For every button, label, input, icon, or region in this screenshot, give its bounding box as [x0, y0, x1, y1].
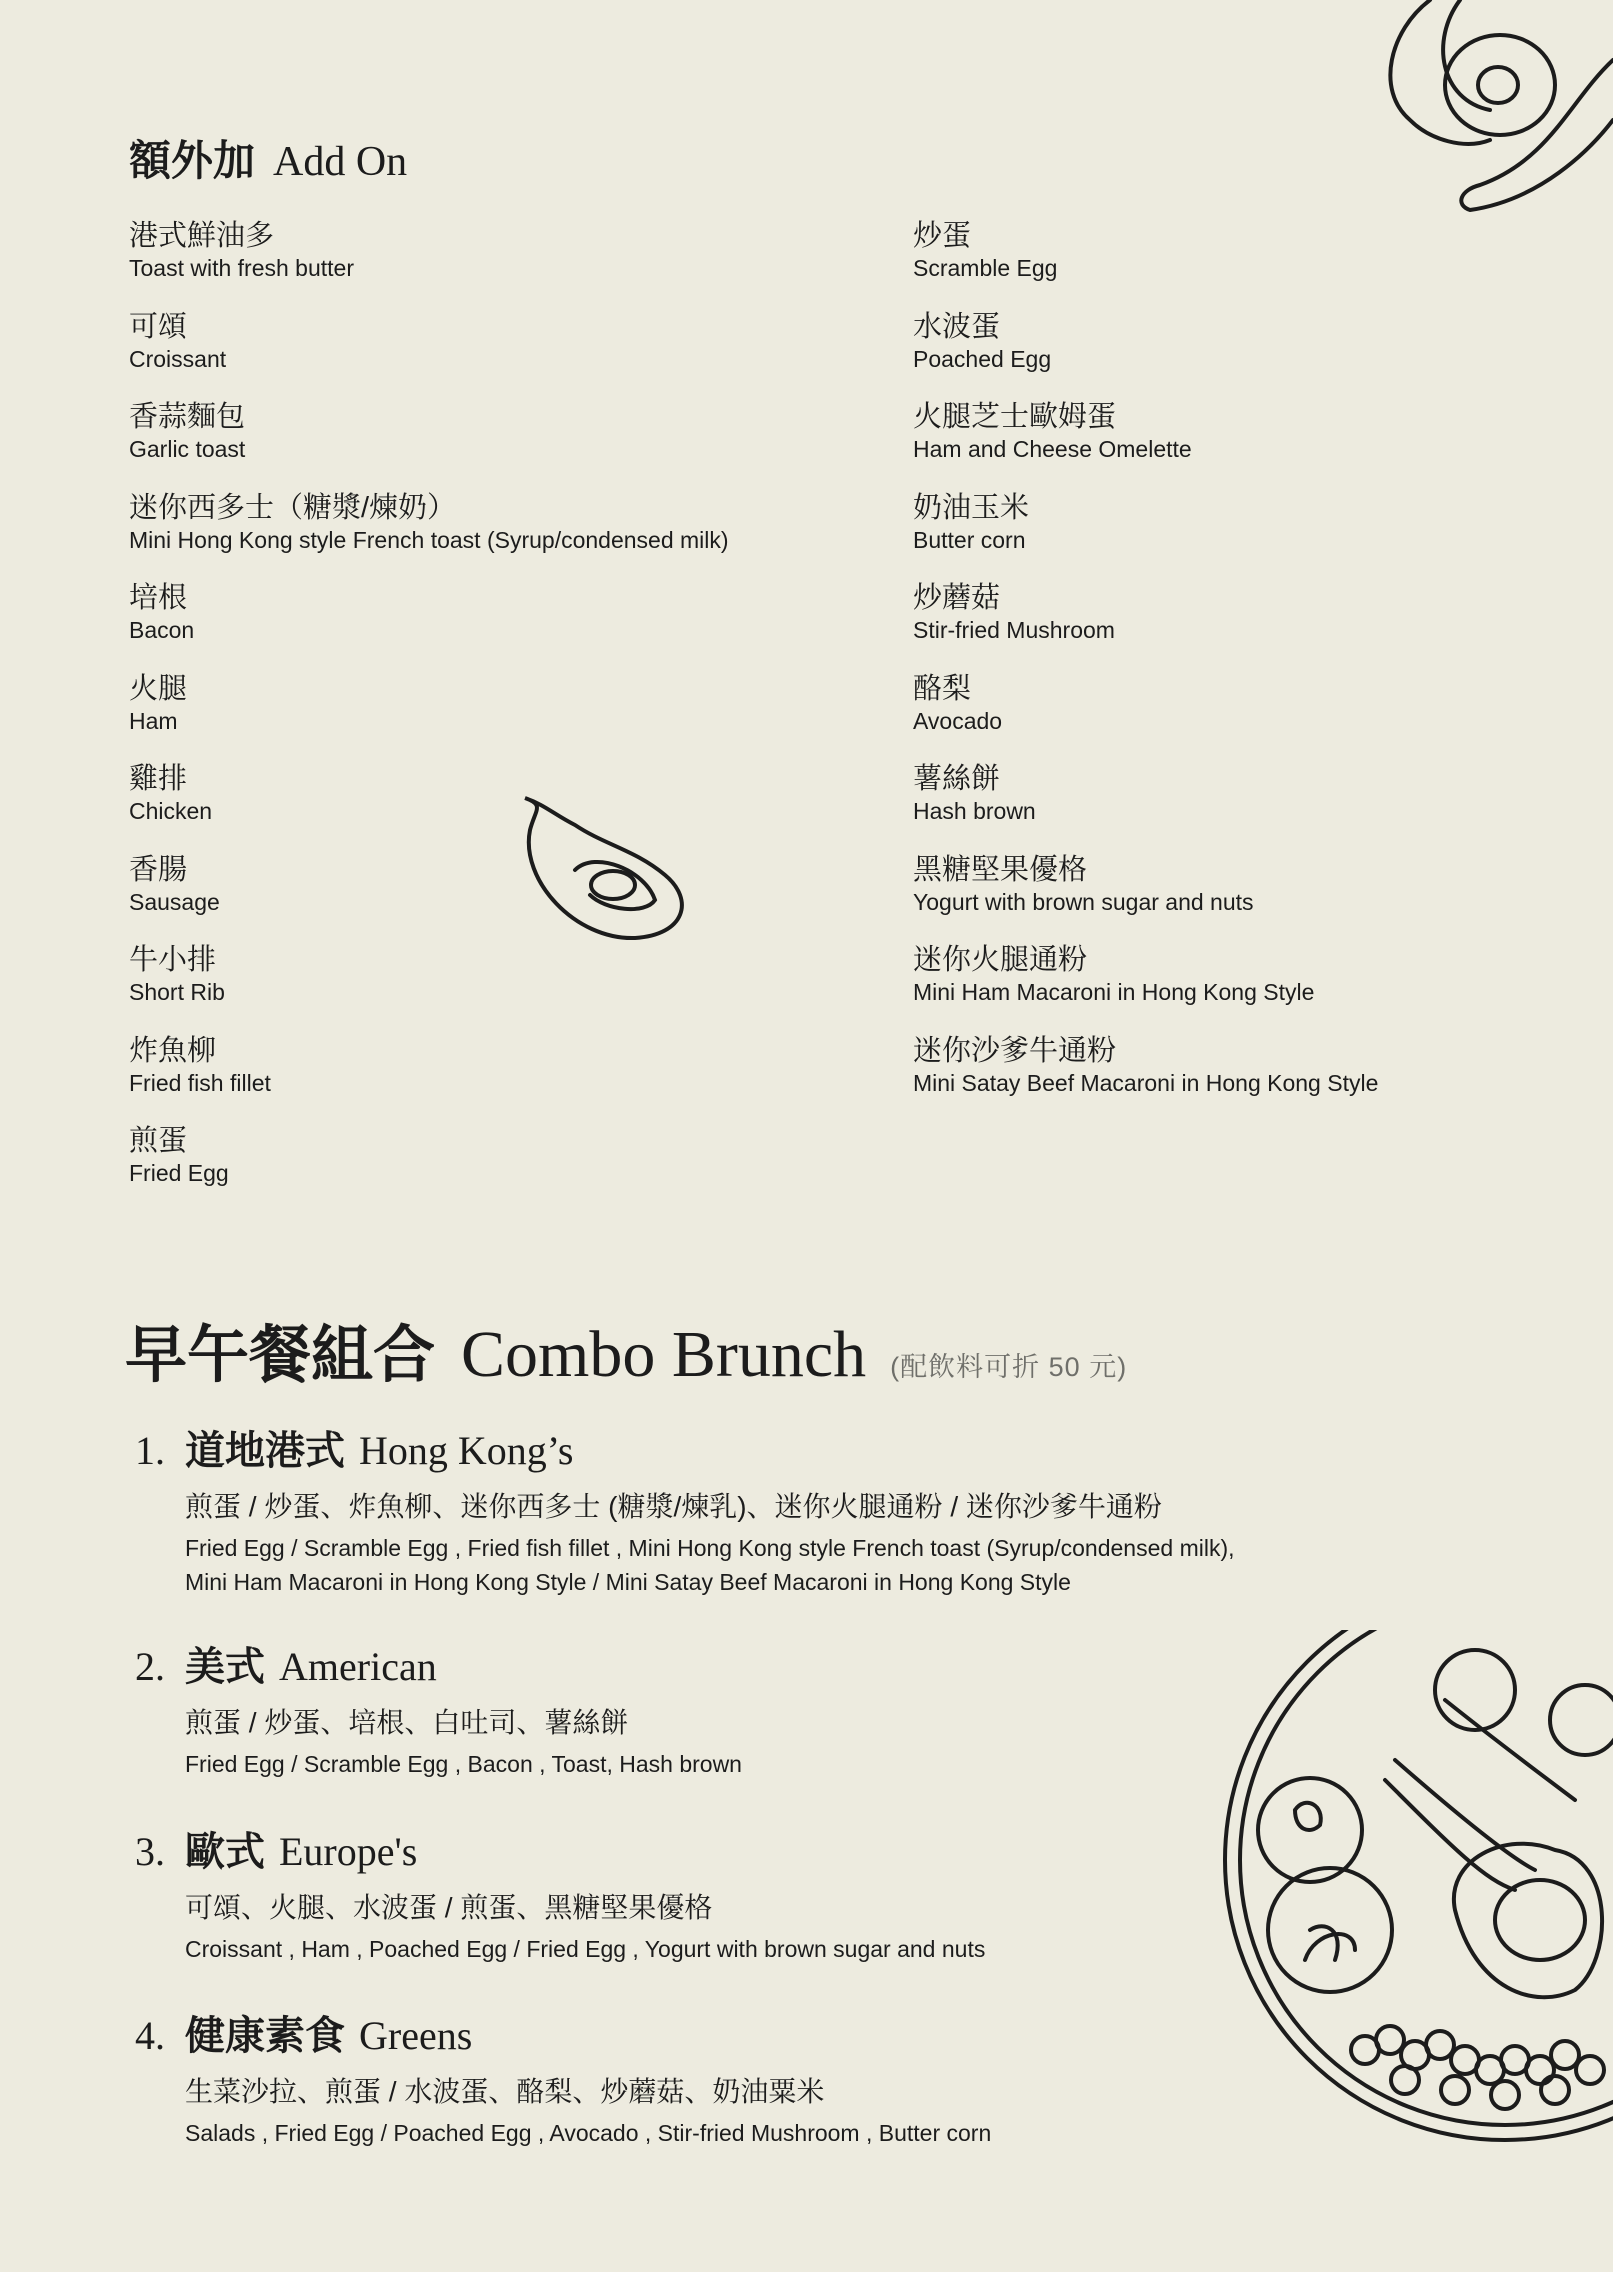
addon-menu-item — [913, 942, 1378, 1033]
item-name-cn: 煎蛋 — [129, 1125, 188, 1157]
addon-menu-item — [129, 671, 729, 762]
item-name-en: Yogurt with brown sugar and nuts — [913, 888, 1254, 915]
combo-section-title — [125, 1305, 1127, 1394]
item-name-en: Sausage — [129, 888, 220, 915]
addon-menu-item — [129, 761, 729, 852]
combo-set-items-en — [185, 2116, 991, 2150]
combo-set-items-en-line: Croissant , Ham , Poached Egg / Fried Egg , Yogurt with brown sugar and nuts — [185, 1936, 986, 1962]
combo-set-name-cn: 歐式 — [185, 1830, 265, 1874]
addon-menu-item — [129, 1123, 729, 1214]
item-name-cn: 培根 — [129, 582, 188, 614]
combo-set-items-cn: 煎蛋 / 炒蛋、炸魚柳、迷你西多士 (糖漿/煉乳)、迷你火腿通粉 / 迷你沙爹牛通粉 — [185, 1491, 1162, 1522]
addon-menu-item — [913, 309, 1378, 400]
addon-title-cn: 額外加 — [129, 137, 256, 184]
item-name-en: Fried fish fillet — [129, 1069, 271, 1096]
item-name-en: Chicken — [129, 798, 213, 824]
addon-menu-item — [913, 852, 1378, 943]
item-name-cn: 薯絲餅 — [913, 763, 1001, 795]
addon-menu-item — [129, 1033, 729, 1124]
item-name-cn: 可頌 — [129, 310, 188, 343]
item-name-cn: 牛小排 — [129, 944, 217, 976]
combo-set-heading — [135, 1425, 1235, 1477]
combo-set-heading — [135, 1641, 742, 1693]
item-name-cn: 港式鮮油多 — [129, 220, 275, 252]
combo-set-items-en-line: Salads , Fried Egg / Poached Egg , Avocado , Stir-fried Mushroom , Butter corn — [185, 2120, 992, 2146]
item-name-en: Short Rib — [129, 979, 225, 1005]
item-name-cn: 黑糖堅果優格 — [913, 853, 1088, 886]
addon-menu-item — [913, 399, 1378, 490]
item-name-en: Garlic toast — [129, 436, 246, 462]
combo-set-name-cn: 美式 — [185, 1645, 265, 1689]
combo-set-number: 1. — [135, 1428, 165, 1473]
item-name-en: Scramble Egg — [913, 255, 1058, 281]
combo-set-items-en-line: Fried Egg / Scramble Egg , Bacon , Toast, Hash brown — [185, 1751, 742, 1777]
item-name-cn: 迷你火腿通粉 — [913, 944, 1088, 976]
item-name-cn: 火腿芝士歐姆蛋 — [913, 401, 1117, 433]
combo-set — [135, 1425, 1235, 1599]
egg-sausage-illustration-icon — [1370, 0, 1613, 215]
combo-set-name-en: American — [279, 1644, 437, 1689]
item-name-cn: 香腸 — [129, 853, 188, 886]
combo-set-number: 2. — [135, 1644, 165, 1689]
item-name-en: Ham — [129, 707, 178, 734]
addon-menu-item — [129, 580, 729, 671]
addon-right-column — [913, 218, 1378, 1123]
combo-set-items-en — [185, 1747, 742, 1781]
item-name-en: Stir-fried Mushroom — [913, 617, 1115, 643]
combo-set-items-cn: 生菜沙拉、煎蛋 / 水波蛋、酪梨、炒蘑菇、奶油粟米 — [185, 2076, 825, 2107]
combo-set-heading — [135, 2010, 991, 2062]
combo-title-en: Combo Brunch — [461, 1318, 867, 1391]
item-name-en: Ham and Cheese Omelette — [913, 436, 1192, 462]
combo-set-items-en — [185, 1531, 1235, 1599]
combo-set-items-en-line: Fried Egg / Scramble Egg , Fried fish fillet , Mini Hong Kong style French toast (Syrup/condensed milk), — [185, 1535, 1235, 1561]
item-name-en: Bacon — [129, 617, 195, 643]
combo-set-name-en: Greens — [359, 2013, 473, 2058]
combo-set-heading — [135, 1826, 985, 1878]
combo-set-items-en-line: Mini Ham Macaroni in Hong Kong Style / Mini Satay Beef Macaroni in Hong Kong Style — [185, 1569, 1071, 1595]
item-name-en: Mini Ham Macaroni in Hong Kong Style — [913, 979, 1315, 1005]
combo-set-number: 3. — [135, 1829, 165, 1874]
item-name-en: Hash brown — [913, 798, 1036, 824]
combo-set-name-cn: 健康素食 — [185, 2014, 345, 2058]
item-name-cn: 香蒜麵包 — [129, 401, 246, 433]
addon-menu-item — [913, 761, 1378, 852]
addon-menu-item — [129, 309, 729, 400]
item-name-cn: 迷你西多士（糖漿/煉奶） — [129, 491, 457, 524]
addon-title-en: Add On — [273, 139, 408, 185]
combo-set — [135, 1641, 742, 1781]
item-name-cn: 迷你沙爹牛通粉 — [913, 1034, 1117, 1067]
breakfast-plate-illustration-icon — [1215, 1630, 1613, 2170]
item-name-en: Butter corn — [913, 526, 1026, 553]
addon-menu-item — [913, 1033, 1378, 1124]
item-name-en: Toast with fresh butter — [129, 255, 354, 281]
combo-set-number: 4. — [135, 2013, 165, 2058]
item-name-cn: 火腿 — [129, 672, 188, 705]
addon-left-column — [129, 218, 729, 1214]
item-name-cn: 奶油玉米 — [913, 491, 1030, 524]
item-name-en: Fried Egg — [129, 1160, 229, 1186]
item-name-cn: 雞排 — [129, 763, 188, 795]
addon-menu-item — [129, 942, 729, 1033]
item-name-en: Croissant — [129, 345, 227, 372]
item-name-cn: 炒蛋 — [913, 220, 972, 252]
item-name-en: Mini Satay Beef Macaroni in Hong Kong Style — [913, 1069, 1379, 1096]
addon-menu-item — [913, 218, 1378, 309]
item-name-en: Avocado — [913, 707, 1003, 734]
addon-menu-item — [129, 490, 729, 581]
combo-set-name-cn: 道地港式 — [185, 1429, 345, 1473]
combo-set-items-en — [185, 1932, 985, 1966]
combo-set-name-en: Hong Kong’s — [359, 1428, 574, 1473]
item-name-cn: 水波蛋 — [913, 310, 1001, 343]
combo-set-name-en: Europe's — [279, 1829, 418, 1874]
addon-menu-item — [129, 399, 729, 490]
item-name-cn: 炒蘑菇 — [913, 582, 1001, 614]
item-name-cn: 酪梨 — [913, 672, 972, 705]
combo-set — [135, 2010, 991, 2150]
addon-menu-item — [129, 852, 729, 943]
combo-set-items-cn: 煎蛋 / 炒蛋、培根、白吐司、薯絲餅 — [185, 1707, 629, 1738]
item-name-en: Mini Hong Kong style French toast (Syrup/condensed milk) — [129, 526, 729, 553]
addon-section-title — [129, 128, 407, 188]
addon-menu-item — [913, 671, 1378, 762]
addon-menu-item — [913, 490, 1378, 581]
combo-title-cn: 早午餐組合 — [125, 1321, 436, 1390]
combo-drink-discount-note: (配飲料可折 50 元) — [890, 1352, 1128, 1382]
combo-set-items-cn: 可頌、火腿、水波蛋 / 煎蛋、黑糖堅果優格 — [185, 1892, 713, 1923]
addon-menu-item — [129, 218, 729, 309]
combo-set — [135, 1826, 985, 1966]
item-name-en: Poached Egg — [913, 345, 1052, 372]
item-name-cn: 炸魚柳 — [129, 1034, 217, 1067]
addon-menu-item — [913, 580, 1378, 671]
